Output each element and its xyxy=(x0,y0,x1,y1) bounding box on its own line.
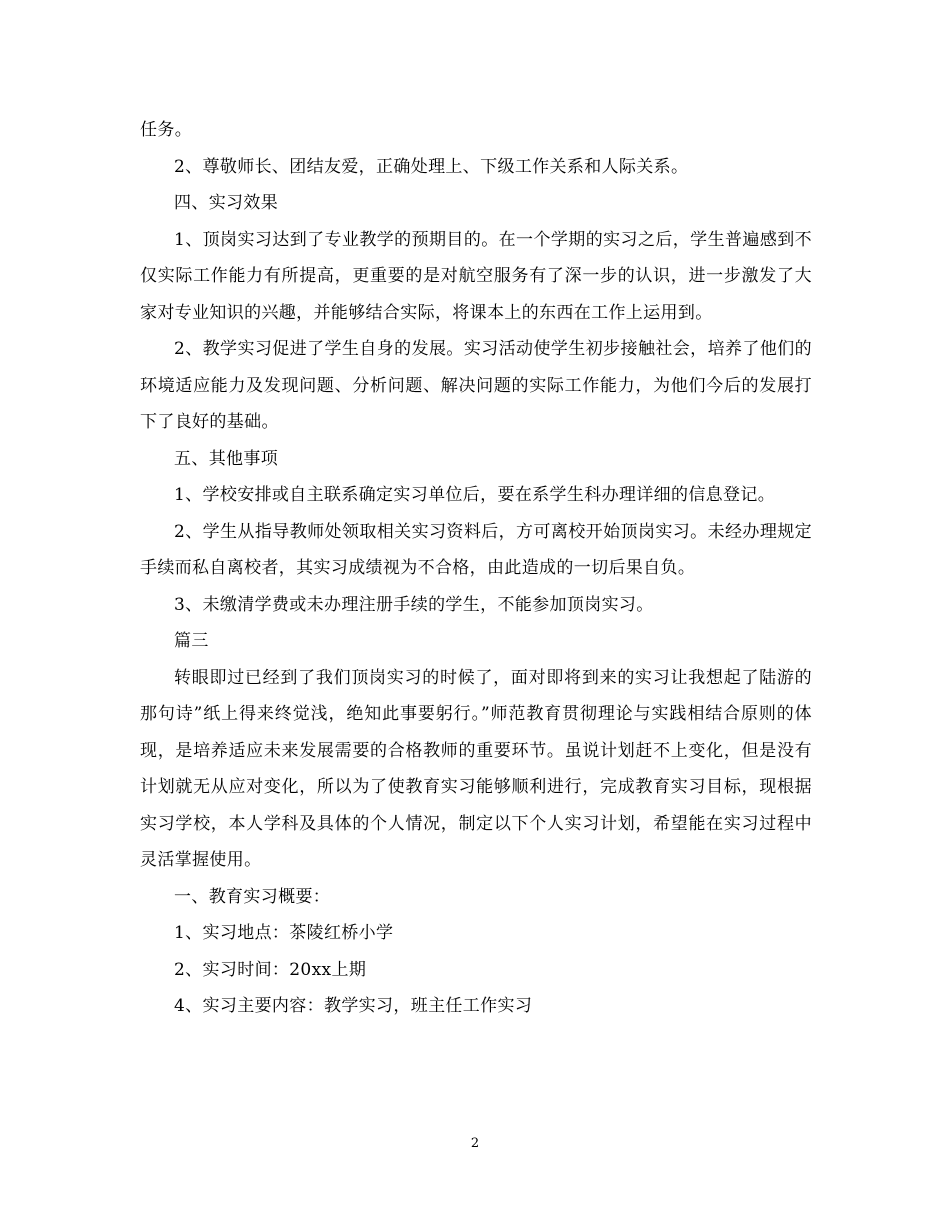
paragraph-item: 1、学校安排或自主联系确定实习单位后，要在系学生科办理详细的信息登记。 xyxy=(174,485,776,505)
section-heading-other-matters: 五、其他事项 xyxy=(174,448,279,469)
section-heading-overview: 一、教育实习概要： xyxy=(174,886,331,907)
page-number: 2 xyxy=(470,1136,480,1151)
paragraph-item: 3、未缴清学费或未办理注册手续的学生，不能参加顶岗实习。 xyxy=(174,594,654,615)
paragraph-item: 2、尊敬师长、团结友爱，正确处理上、下级工作关系和人际关系。 xyxy=(174,156,689,177)
paragraph-continuation: 任务。 xyxy=(140,120,193,140)
paragraph-item: 转眼即过已经到了我们顶岗实习的时候了，面对即将到来的实习让我想起了陆游的那句诗”纸上得来终觉浅，绝知此事要躬行。”师范教育贯彻理论与实践相结合原则的体现，是培养适应未来发展需要的合格教师的重要环节。虽说计划赶不上变化，但是没有计划就无从应对变化，所以为了使教育实习能够顺利进行，完成教育实习目标，现根据实习学校，本人学科及具体的个人情况，制定以下个人实习计划，希望能在实习过程中灵活掌握使用。 xyxy=(140,667,812,870)
paragraph-item: 2、实习时间：20xx上期 xyxy=(174,959,367,980)
paragraph-item: 1、顶岗实习达到了专业教学的预期目的。在一个学期的实习之后，学生普遍感到不仅实际工作能力有所提高，更重要的是对航空服务有了深一步的认识，进一步激发了大家对专业知识的兴趣，并能够结合实际，将课本上的东西在工作上运用到。 xyxy=(140,229,812,323)
chapter-heading: 篇三 xyxy=(174,631,209,651)
document-body xyxy=(140,112,812,1025)
paragraph-item: 4、实习主要内容：教学实习，班主任工作实习 xyxy=(174,996,533,1016)
paragraph-item: 2、教学实习促进了学生自身的发展。实习活动使学生初步接触社会，培养了他们的环境适应能力及发现问题、分析问题、解决问题的实际工作能力，为他们今后的发展打下了良好的基础。 xyxy=(140,339,812,432)
paragraph-item: 1、实习地点：茶陵红桥小学 xyxy=(174,923,394,943)
section-heading-internship-effect: 四、实习效果 xyxy=(174,193,279,213)
paragraph-item: 2、学生从指导教师处领取相关实习资料后，方可离校开始顶岗实习。未经办理规定手续而私自离校者，其实习成绩视为不合格，由此造成的一切后果自负。 xyxy=(140,521,812,578)
